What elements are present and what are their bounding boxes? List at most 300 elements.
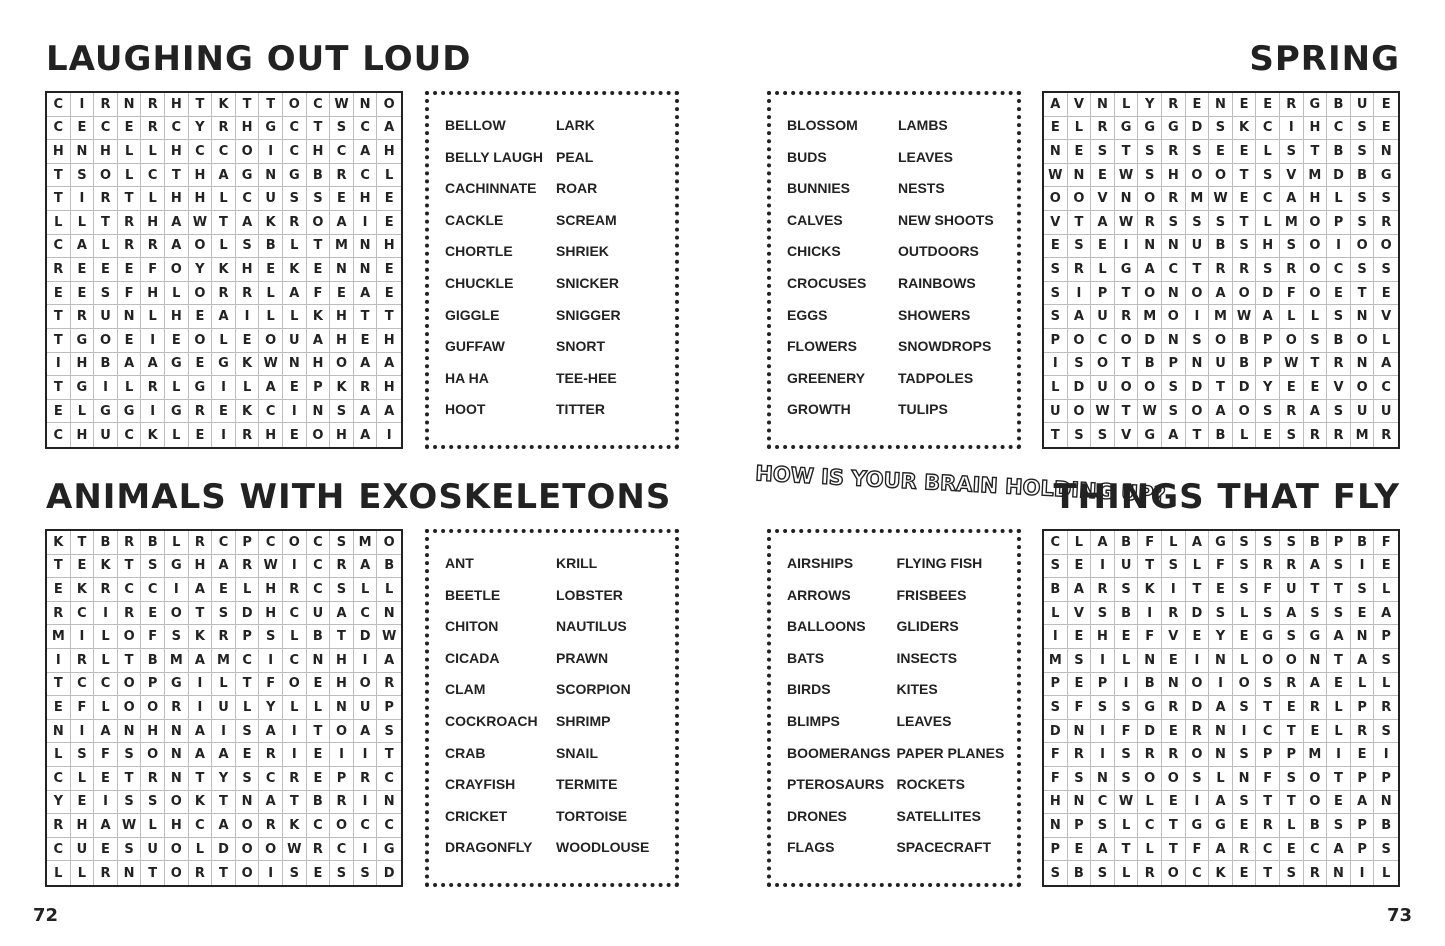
grid-cell: E xyxy=(1280,838,1304,862)
grid-cell: A xyxy=(1068,578,1092,602)
grid-cell: H xyxy=(259,602,283,626)
grid-cell: F xyxy=(141,258,165,282)
grid-cell: E xyxy=(71,791,95,815)
grid-cell: N xyxy=(1115,187,1139,211)
letter-grid xyxy=(45,529,403,887)
grid-cell: G xyxy=(1209,531,1233,555)
grid-cell: K xyxy=(212,258,236,282)
grid-cell: H xyxy=(47,140,71,164)
grid-cell: B xyxy=(1209,423,1233,447)
grid-cell: O xyxy=(1304,211,1328,235)
grid-cell: O xyxy=(1186,400,1210,424)
word-list-item: SNIGGER xyxy=(556,306,621,323)
grid-cell: D xyxy=(1138,720,1162,744)
grid-cell: S xyxy=(1280,625,1304,649)
grid-cell: I xyxy=(236,305,260,329)
grid-cell: S xyxy=(1374,187,1398,211)
grid-cell: N xyxy=(1138,235,1162,259)
grid-cell: B xyxy=(94,353,118,377)
word-list-item: SHRIEK xyxy=(556,243,609,260)
grid-cell: W xyxy=(283,838,307,862)
grid-cell: O xyxy=(1351,329,1375,353)
grid-cell: F xyxy=(307,282,331,306)
grid-cell: T xyxy=(1256,791,1280,815)
grid-cell: A xyxy=(1256,305,1280,329)
grid-cell: L xyxy=(1374,578,1398,602)
grid-cell: T xyxy=(307,117,331,141)
grid-cell: F xyxy=(1280,282,1304,306)
grid-cell: E xyxy=(1374,93,1398,117)
grid-cell: E xyxy=(1374,117,1398,141)
grid-cell: A xyxy=(377,649,401,673)
grid-cell: R xyxy=(1374,211,1398,235)
grid-cell: A xyxy=(1091,531,1115,555)
grid-cell: N xyxy=(1209,649,1233,673)
grid-cell: S xyxy=(236,767,260,791)
grid-cell: T xyxy=(118,649,142,673)
grid-cell: S xyxy=(1044,258,1068,282)
grid-cell: C xyxy=(354,814,378,838)
grid-cell: L xyxy=(1374,329,1398,353)
grid-cell: H xyxy=(189,164,213,188)
grid-cell: L xyxy=(259,305,283,329)
page-number-left: 72 xyxy=(33,905,59,926)
grid-cell: S xyxy=(71,164,95,188)
grid-cell: H xyxy=(165,140,189,164)
word-list-item: CRICKET xyxy=(445,807,508,824)
grid-cell: R xyxy=(141,117,165,141)
grid-cell: C xyxy=(47,235,71,259)
grid-cell: L xyxy=(354,578,378,602)
grid-cell: E xyxy=(283,376,307,400)
grid-cell: I xyxy=(1186,791,1210,815)
word-list-item: SPACECRAFT xyxy=(896,839,992,856)
grid-cell: H xyxy=(94,140,118,164)
grid-cell: Y xyxy=(1209,625,1233,649)
grid-cell: L xyxy=(189,838,213,862)
grid-cell: L xyxy=(236,696,260,720)
grid-cell: C xyxy=(47,423,71,447)
grid-cell: T xyxy=(189,602,213,626)
grid-cell: K xyxy=(307,305,331,329)
grid-cell: O xyxy=(1138,376,1162,400)
grid-cell: L xyxy=(1044,602,1068,626)
grid-cell: L xyxy=(141,187,165,211)
grid-cell: N xyxy=(47,720,71,744)
grid-cell: A xyxy=(212,814,236,838)
grid-cell: O xyxy=(118,673,142,697)
grid-cell: R xyxy=(1256,814,1280,838)
word-list-item: FLOWERS xyxy=(787,338,857,355)
grid-cell: C xyxy=(47,93,71,117)
grid-cell: D xyxy=(1186,602,1210,626)
grid-cell: E xyxy=(307,673,331,697)
grid-cell: R xyxy=(1162,696,1186,720)
grid-cell: I xyxy=(1091,649,1115,673)
grid-cell: E xyxy=(1233,625,1257,649)
grid-cell: B xyxy=(1233,329,1257,353)
grid-cell: L xyxy=(1068,531,1092,555)
grid-cell: V xyxy=(1091,187,1115,211)
word-list-item: AIRSHIPS xyxy=(787,555,854,571)
grid-cell: T xyxy=(118,555,142,579)
grid-cell: N xyxy=(377,791,401,815)
grid-cell: A xyxy=(212,164,236,188)
grid-cell: B xyxy=(1115,602,1139,626)
grid-cell: S xyxy=(1091,861,1115,885)
grid-cell: F xyxy=(1256,578,1280,602)
grid-cell: F xyxy=(259,673,283,697)
word-list-item: GUFFAW xyxy=(445,338,505,355)
grid-cell: D xyxy=(212,838,236,862)
grid-cell: R xyxy=(1162,602,1186,626)
grid-cell: D xyxy=(1138,329,1162,353)
grid-cell: G xyxy=(165,555,189,579)
grid-cell: L xyxy=(1327,696,1351,720)
grid-cell: O xyxy=(1186,282,1210,306)
grid-cell: S xyxy=(1351,578,1375,602)
grid-cell: M xyxy=(1280,211,1304,235)
grid-cell: T xyxy=(236,93,260,117)
grid-cell: G xyxy=(259,117,283,141)
grid-cell: A xyxy=(1327,625,1351,649)
grid-cell: E xyxy=(1327,791,1351,815)
grid-cell: L xyxy=(71,400,95,424)
grid-cell: S xyxy=(1351,140,1375,164)
grid-cell: A xyxy=(118,353,142,377)
grid-cell: R xyxy=(189,531,213,555)
grid-cell: B xyxy=(1351,164,1375,188)
grid-cell: O xyxy=(118,696,142,720)
grid-cell: A xyxy=(94,720,118,744)
grid-cell: S xyxy=(1304,329,1328,353)
grid-cell: E xyxy=(1374,282,1398,306)
grid-cell: C xyxy=(354,117,378,141)
grid-cell: U xyxy=(71,838,95,862)
grid-cell: E xyxy=(1233,861,1257,885)
word-list-item: OUTDOORS xyxy=(898,243,979,260)
grid-cell: B xyxy=(259,235,283,259)
grid-cell: C xyxy=(47,117,71,141)
grid-cell: I xyxy=(71,93,95,117)
grid-cell: C xyxy=(1327,258,1351,282)
grid-cell: E xyxy=(1068,673,1092,697)
grid-cell: T xyxy=(1280,720,1304,744)
grid-cell: A xyxy=(1209,696,1233,720)
grid-cell: O xyxy=(1068,329,1092,353)
grid-cell: B xyxy=(1327,329,1351,353)
grid-cell: O xyxy=(236,861,260,885)
grid-cell: N xyxy=(118,93,142,117)
grid-cell: M xyxy=(1209,305,1233,329)
grid-cell: R xyxy=(212,625,236,649)
grid-cell: O xyxy=(1138,187,1162,211)
grid-cell: E xyxy=(1351,602,1375,626)
grid-cell: A xyxy=(1209,400,1233,424)
grid-cell: T xyxy=(212,791,236,815)
grid-cell: O xyxy=(1115,376,1139,400)
grid-cell: I xyxy=(47,353,71,377)
grid-cell: S xyxy=(1068,767,1092,791)
grid-cell: A xyxy=(354,140,378,164)
grid-cell: N xyxy=(377,602,401,626)
grid-cell: H xyxy=(354,187,378,211)
grid-cell: B xyxy=(1304,531,1328,555)
grid-cell: S xyxy=(141,791,165,815)
grid-cell: L xyxy=(94,696,118,720)
grid-cell: G xyxy=(1304,93,1328,117)
grid-cell: T xyxy=(47,164,71,188)
grid-cell: E xyxy=(118,329,142,353)
grid-cell: O xyxy=(141,696,165,720)
grid-cell: R xyxy=(1138,211,1162,235)
grid-cell: T xyxy=(1304,578,1328,602)
grid-cell: N xyxy=(1162,673,1186,697)
word-list-item: KRILL xyxy=(556,555,598,571)
word-list-item: DRONES xyxy=(787,807,847,824)
grid-cell: N xyxy=(118,305,142,329)
grid-cell: I xyxy=(1233,720,1257,744)
grid-cell: S xyxy=(330,400,354,424)
grid-cell: V xyxy=(1115,423,1139,447)
word-list-item: CRAB xyxy=(445,744,486,761)
grid-cell: A xyxy=(1138,258,1162,282)
grid-cell: S xyxy=(1280,861,1304,885)
grid-cell: T xyxy=(47,305,71,329)
grid-cell: E xyxy=(1256,93,1280,117)
grid-cell: A xyxy=(189,649,213,673)
grid-cell: N xyxy=(1162,329,1186,353)
grid-cell: K xyxy=(330,376,354,400)
grid-cell: I xyxy=(1091,743,1115,767)
grid-cell: Y xyxy=(189,117,213,141)
grid-cell: T xyxy=(1186,423,1210,447)
grid-cell: L xyxy=(1115,861,1139,885)
grid-cell: S xyxy=(1091,602,1115,626)
grid-cell: L xyxy=(259,282,283,306)
grid-cell: L xyxy=(377,164,401,188)
grid-cell: D xyxy=(383,865,395,881)
grid-cell: R xyxy=(141,376,165,400)
word-list-item: CICADA xyxy=(445,649,500,666)
grid-cell: L xyxy=(141,814,165,838)
word-list-item: KITES xyxy=(896,681,938,698)
grid-cell: L xyxy=(118,164,142,188)
grid-cell: A xyxy=(259,791,283,815)
grid-cell: R xyxy=(1280,555,1304,579)
grid-cell: D xyxy=(1186,696,1210,720)
grid-cell: O xyxy=(1304,282,1328,306)
grid-cell: P xyxy=(1256,329,1280,353)
grid-cell: O xyxy=(1209,164,1233,188)
grid-cell: G xyxy=(236,164,260,188)
grid-cell: T xyxy=(1138,555,1162,579)
grid-cell: N xyxy=(118,861,142,885)
grid-cell: M xyxy=(212,649,236,673)
grid-cell: S xyxy=(1374,838,1398,862)
grid-cell: R xyxy=(71,649,95,673)
grid-cell: I xyxy=(259,861,283,885)
grid-cell: O xyxy=(1091,353,1115,377)
grid-cell: U xyxy=(94,305,118,329)
grid-cell: A xyxy=(1068,305,1092,329)
grid-cell: P xyxy=(1351,814,1375,838)
grid-cell: R xyxy=(307,838,331,862)
grid-cell: S xyxy=(1162,211,1186,235)
grid-cell: C xyxy=(236,649,260,673)
grid-cell: Y xyxy=(47,791,71,815)
word-list-item: TITTER xyxy=(556,401,605,418)
grid-cell: S xyxy=(1256,400,1280,424)
word-list-item: ANT xyxy=(445,555,474,571)
grid-cell: N xyxy=(1138,649,1162,673)
grid-cell: S xyxy=(118,791,142,815)
grid-cell: R xyxy=(1304,861,1328,885)
grid-cell: N xyxy=(165,743,189,767)
grid-cell: L xyxy=(71,861,95,885)
grid-cell: E xyxy=(1186,625,1210,649)
word-list-item: DRAGONFLY xyxy=(445,839,533,856)
grid-cell: H xyxy=(330,673,354,697)
grid-cell: O xyxy=(259,838,283,862)
grid-cell: O xyxy=(1233,673,1257,697)
grid-cell: C xyxy=(259,767,283,791)
grid-cell: O xyxy=(283,93,307,117)
grid-cell: T xyxy=(1115,282,1139,306)
grid-cell: R xyxy=(1351,720,1375,744)
grid-cell: E xyxy=(1327,673,1351,697)
grid-cell: T xyxy=(1068,211,1092,235)
grid-cell: C xyxy=(189,140,213,164)
grid-cell: O xyxy=(1115,329,1139,353)
grid-cell: G xyxy=(1138,117,1162,141)
grid-cell: W xyxy=(1138,400,1162,424)
word-list-item: ROAR xyxy=(556,180,598,197)
grid-cell: S xyxy=(1162,376,1186,400)
grid-cell: O xyxy=(1162,305,1186,329)
grid-cell: S xyxy=(212,602,236,626)
word-list-item: BIRDS xyxy=(787,681,831,698)
grid-cell: P xyxy=(1374,767,1398,791)
grid-cell: C xyxy=(354,602,378,626)
grid-cell: W xyxy=(1209,187,1233,211)
grid-cell: W xyxy=(1280,353,1304,377)
grid-cell: R xyxy=(189,861,213,885)
grid-cell: R xyxy=(283,767,307,791)
grid-cell: S xyxy=(283,187,307,211)
grid-cell: L xyxy=(47,743,71,767)
grid-cell: B xyxy=(307,625,331,649)
grid-cell: C xyxy=(259,400,283,424)
grid-cell: S xyxy=(71,743,95,767)
grid-cell: H xyxy=(236,258,260,282)
grid-cell: K xyxy=(283,258,307,282)
grid-cell: O xyxy=(330,353,354,377)
grid-cell: B xyxy=(1209,235,1233,259)
grid-cell: U xyxy=(1351,93,1375,117)
grid-cell: S xyxy=(354,861,378,885)
grid-cell: E xyxy=(47,578,71,602)
grid-cell: I xyxy=(1374,743,1398,767)
grid-cell: R xyxy=(1280,673,1304,697)
grid-cell: T xyxy=(1233,211,1257,235)
grid-cell: N xyxy=(354,93,378,117)
grid-cell: C xyxy=(354,164,378,188)
grid-cell: C xyxy=(307,578,331,602)
grid-cell: C xyxy=(1044,531,1068,555)
grid-cell: I xyxy=(189,696,213,720)
grid-cell: I xyxy=(354,211,378,235)
grid-cell: M xyxy=(1351,423,1375,447)
grid-cell: O xyxy=(165,791,189,815)
grid-cell: P xyxy=(236,531,260,555)
grid-cell: T xyxy=(1327,767,1351,791)
grid-cell: L xyxy=(165,423,189,447)
grid-cell: I xyxy=(1280,117,1304,141)
grid-cell: L xyxy=(212,187,236,211)
letter-grid xyxy=(45,91,403,449)
grid-cell: B xyxy=(1138,353,1162,377)
grid-cell: I xyxy=(212,720,236,744)
grid-cell: A xyxy=(94,814,118,838)
grid-cell: S xyxy=(1233,235,1257,259)
grid-cell: I xyxy=(283,555,307,579)
grid-cell: B xyxy=(1233,353,1257,377)
grid-cell: A xyxy=(377,117,401,141)
grid-cell: A xyxy=(1162,423,1186,447)
grid-cell: U xyxy=(1280,578,1304,602)
word-list-item: CHORTLE xyxy=(445,243,513,260)
grid-cell: P xyxy=(1351,838,1375,862)
grid-cell: R xyxy=(1091,578,1115,602)
grid-cell: O xyxy=(307,211,331,235)
grid-cell: I xyxy=(94,376,118,400)
grid-cell: S xyxy=(1138,164,1162,188)
grid-cell: U xyxy=(1186,235,1210,259)
grid-cell: H xyxy=(189,555,213,579)
grid-cell: C xyxy=(1256,838,1280,862)
grid-cell: H xyxy=(1091,625,1115,649)
grid-cell: L xyxy=(141,140,165,164)
grid-cell: F xyxy=(1374,531,1398,555)
grid-cell: R xyxy=(47,258,71,282)
word-list-item: SCORPION xyxy=(556,681,631,698)
grid-cell: E xyxy=(94,838,118,862)
grid-cell: L xyxy=(283,235,307,259)
grid-cell: F xyxy=(1186,838,1210,862)
grid-cell: E xyxy=(330,187,354,211)
grid-cell: P xyxy=(1091,673,1115,697)
grid-cell: P xyxy=(1327,531,1351,555)
grid-cell: S xyxy=(1233,743,1257,767)
grid-cell: G xyxy=(212,353,236,377)
grid-cell: T xyxy=(1327,649,1351,673)
grid-cell: W xyxy=(1044,164,1068,188)
grid-cell: W xyxy=(1233,305,1257,329)
word-list-item: LAMBS xyxy=(898,117,948,133)
grid-cell: U xyxy=(307,602,331,626)
grid-cell: E xyxy=(1115,625,1139,649)
grid-cell: L xyxy=(94,649,118,673)
grid-cell: M xyxy=(1304,164,1328,188)
grid-cell: P xyxy=(307,376,331,400)
word-list-item: SNAIL xyxy=(556,744,598,761)
grid-cell: S xyxy=(1186,329,1210,353)
grid-cell: T xyxy=(354,305,378,329)
grid-cell: C xyxy=(283,140,307,164)
word-list-item: BATS xyxy=(787,649,825,666)
grid-cell: O xyxy=(189,235,213,259)
